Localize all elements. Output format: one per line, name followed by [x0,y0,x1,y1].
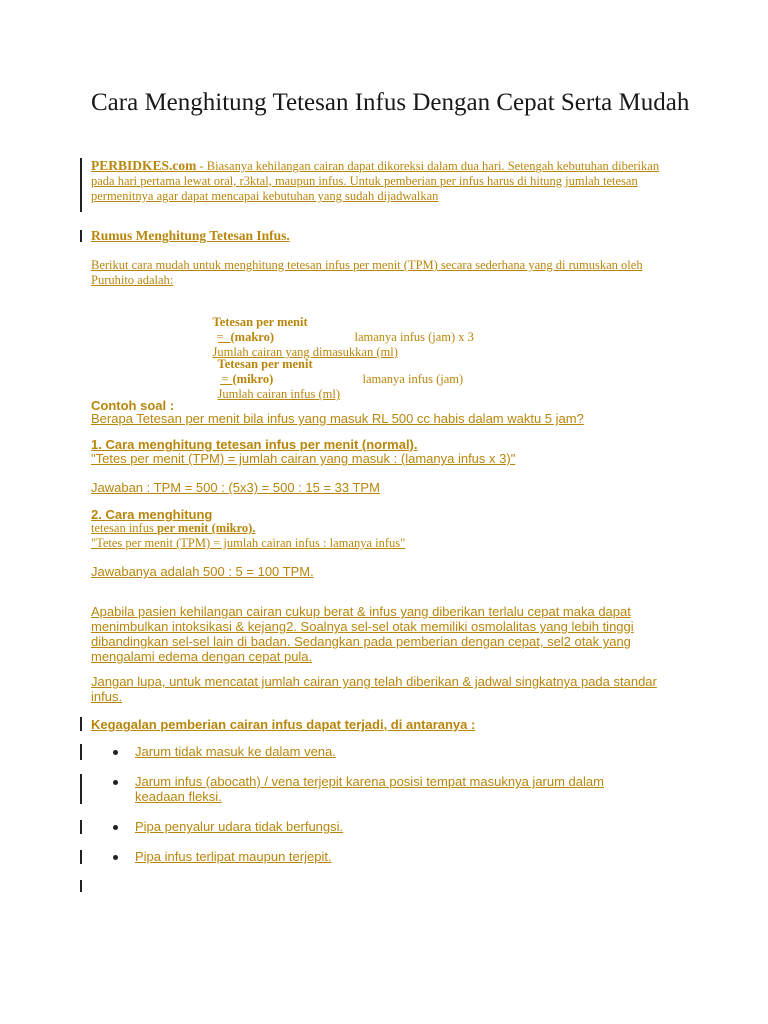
list-item [91,849,671,864]
list-item [91,744,671,759]
step1-heading: 1. Cara menghitung tetesan infus per menit (normal). [91,437,418,452]
change-bar [80,820,82,834]
intro-paragraph [91,158,666,204]
rumus-intro: Berikut cara mudah untuk menghitung tetesan infus per menit (TPM) secara sederhana yang di rumuskan oleh Puruhito adalah: [91,258,643,287]
kegagalan-list [91,744,671,864]
formula-makro-denominator: lamanya infus (jam) x 3 [354,330,474,344]
change-bar [80,717,82,731]
formula-mikro-label: Tetesan per menit [217,357,313,371]
list-item [91,774,645,804]
edema-paragraph: Apabila pasien kehilangan cairan cukup berat & infus yang diberikan terlalu cepat maka dapat menimbulkan intoksikasi & kejang2. Soalnya sel-sel otak memiliki osmolalitas yang lebih tinggi dibandingkan sel-sel lain di badan. Sedangkan pada pemberian dengan cepat, sel2 otak yang mengalami edema dengan cepat pula. [91,604,634,664]
change-bar [80,158,82,212]
formula-makro-label: Tetesan per menit [212,315,308,329]
list-item-text: Pipa infus terlipat maupun terjepit. [135,849,332,864]
list-item-text: Jarum infus (abocath) / vena terjepit karena posisi tempat masuknya jarum dalam keadaan fleksi. [135,774,604,804]
step1-answer: Jawaban : TPM = 500 : (5x3) = 500 : 15 = 33 TPM [91,480,380,495]
catat-paragraph: Jangan lupa, untuk mencatat jumlah cairan yang telah diberikan & jadwal singkatnya pada standar infus. [91,674,657,704]
step2-heading: 2. Cara menghitung [91,507,213,522]
list-item-text: Jarum tidak masuk ke dalam vena. [135,744,336,759]
step2-subheading [91,521,255,536]
bullet-icon [113,855,118,860]
brand-link[interactable]: PERBIDKES.com [91,158,197,173]
step2-subheading-normal: tetesan infus [91,521,157,535]
contoh-question: Berapa Tetesan per menit bila infus yang masuk RL 500 cc habis dalam waktu 5 jam? [91,411,584,426]
bullet-icon [113,780,118,785]
change-bar [80,230,82,242]
bullet-icon [113,825,118,830]
change-bar [80,850,82,864]
formula-makro-eq: = [216,330,224,344]
intro-text: - Biasanya kehilangan cairan dapat dikoreksi dalam dua hari. Setengah kebutuhan diberikan pada hari pertama lewat oral, r3ktal, maupun infus. Untuk pemberian per infus harus di hitung jumlah tetesan permenitnya agar dapat mencapai kebutuhan yang sudah dijadwalkan [91,159,660,203]
list-item [91,819,671,834]
formula-makro-sublabel: (makro) [230,330,275,344]
page-title: Cara Menghitung Tetesan Infus Dengan Cepat Serta Mudah [91,89,690,116]
step2-subheading-bold: per menit (mikro). [156,521,256,535]
step2-answer: Jawabanya adalah 500 : 5 = 100 TPM. [91,564,314,579]
change-bar [80,744,82,760]
step1-formula: "Tetes per menit (TPM) = jumlah cairan yang masuk : (lamanya infus x 3)" [91,451,516,466]
formula-mikro-sublabel: (mikro) [232,372,274,386]
formula-mikro-eq: = [221,372,229,386]
kegagalan-heading: Kegagalan pemberian cairan infus dapat terjadi, di antaranya : [91,717,476,732]
rumus-heading: Rumus Menghitung Tetesan Infus. [91,228,290,243]
step2-formula: "Tetes per menit (TPM) = jumlah cairan infus : lamanya infus" [91,536,406,550]
contoh-heading: Contoh soal : [91,398,175,413]
formula-mikro-denominator: lamanya infus (jam) [362,372,464,386]
bullet-icon [113,750,118,755]
change-bar [80,774,82,804]
formula-mikro-numerator: Jumlah cairan infus (ml) [217,387,341,401]
list-item-text: Pipa penyalur udara tidak berfungsi. [135,819,344,834]
change-bar [80,880,82,892]
formula-mikro-sub [217,357,561,402]
formula-makro-numerator: Jumlah cairan yang dimasukkan (ml) [212,345,398,359]
